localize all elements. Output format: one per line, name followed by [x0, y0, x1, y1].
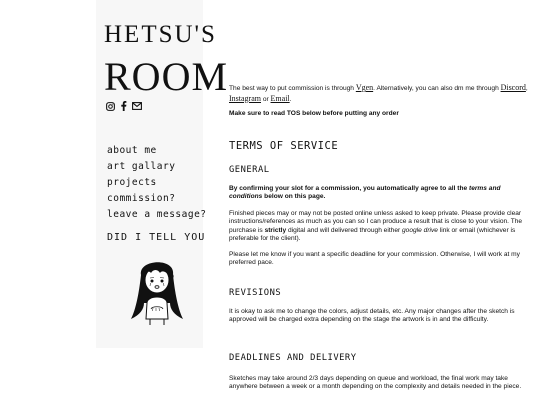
nav-projects[interactable]: projects	[107, 177, 157, 188]
deadlines-paragraph: Sketches may take around 2/3 days depending on queue and workload, the final work may take anywhere between a week or a month depending on the complexity and details needed in the piece.	[229, 375, 522, 391]
deadlines-heading: DEADLINES AND DELIVERY	[229, 353, 357, 363]
intro-text: The best way to put commission is through	[229, 85, 356, 92]
general-p2-italic: google drive	[402, 226, 438, 234]
character-illustration	[126, 253, 188, 333]
nav-leave-message[interactable]: leave a message?	[107, 209, 207, 220]
general-p2-text: Finished pieces may or may not be posted online unless asked to keep private. Please provide clear instructions/references as much as you can so I can produce a result that is close to your vision. The purchase is	[229, 210, 523, 234]
sidebar-nav	[107, 143, 207, 223]
instagram-icon[interactable]	[106, 102, 115, 111]
nav-art-gallery[interactable]: art gallary	[107, 161, 176, 172]
tos-title: TERMS OF SERVICE	[229, 140, 339, 152]
instagram-link[interactable]: Instagram	[229, 93, 261, 103]
email-link[interactable]: Email	[270, 93, 290, 103]
general-heading: GENERAL	[229, 165, 270, 175]
general-p1-end: below on this page.	[262, 193, 326, 201]
intro-text: . Alternatively, you can also dm me through	[373, 85, 501, 92]
general-p2-text: digital and will delivered through either	[286, 226, 403, 234]
revisions-paragraph: It is okay to ask me to change the colors, adjust details, etc. Any major changes after the sketch is approved will be charged extra depending on the stage the artwork is in and the difficulty.	[229, 308, 515, 324]
general-p1-italic: terms and conditions	[229, 185, 501, 201]
general-p1-bold: By confirming your slot for a commission, you automatically agree to all the	[229, 185, 469, 192]
general-p2-bold: strictly	[264, 226, 287, 234]
general-paragraph-1	[229, 185, 529, 202]
commission-intro	[229, 83, 529, 104]
social-links	[106, 101, 142, 111]
revisions-heading: REVISIONS	[229, 288, 282, 298]
site-title-line1: HETSU'S	[104, 21, 217, 48]
widget-heading: DID I TELL YOU	[107, 232, 206, 243]
intro-separator: ,	[525, 85, 528, 92]
vgen-link[interactable]: Vgen	[355, 83, 374, 92]
discord-link[interactable]: Discord	[500, 83, 526, 92]
general-paragraph-2	[229, 210, 529, 244]
facebook-icon[interactable]	[120, 101, 127, 111]
email-icon[interactable]	[132, 102, 142, 110]
nav-commission[interactable]: commission?	[107, 193, 176, 204]
general-paragraph-3: Please let me know if you want a specific deadline for your commission. Otherwise, I will work at my preferred pace.	[229, 251, 520, 267]
general-p2-text: link or email (whichever is preferable for the client).	[229, 226, 516, 243]
tos-notice: Make sure to read TOS below before putting any order	[229, 110, 399, 117]
site-title-line2: ROOM	[104, 54, 229, 99]
intro-text: .	[289, 95, 292, 103]
nav-about-me[interactable]: about me	[107, 145, 157, 156]
intro-text: or	[261, 95, 271, 103]
